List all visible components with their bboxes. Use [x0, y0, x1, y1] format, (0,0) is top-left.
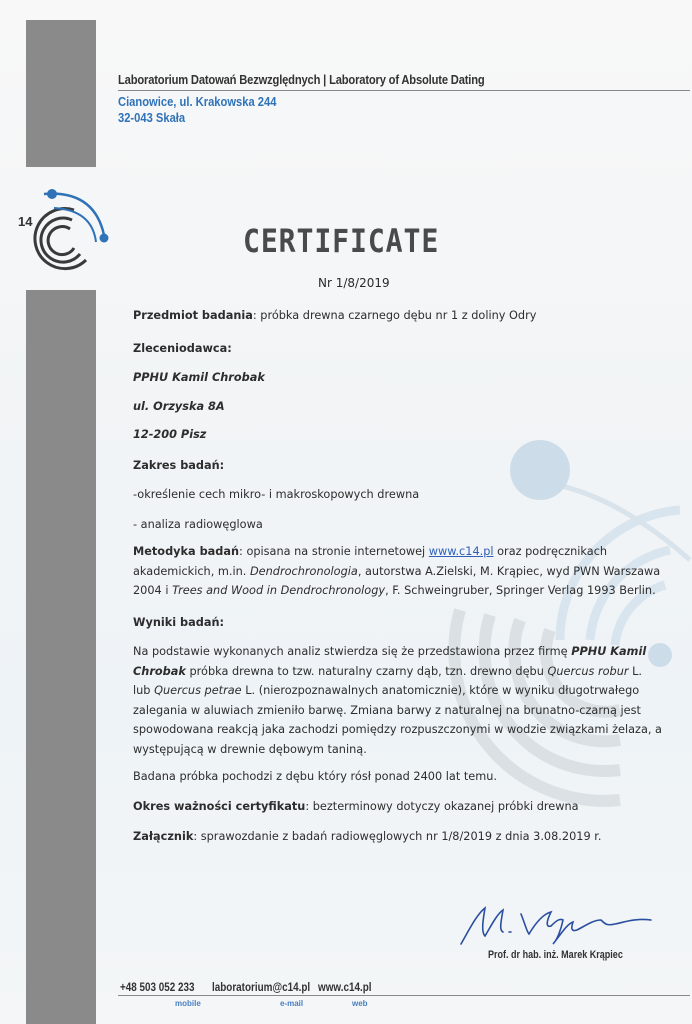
results-text: L. (nierozpoznawalnych anatomicznie), które w wyniku długotrwałego zalegania w aluwiach zmieniło barwę. Zmiana barwy z naturalnej na brunatno-czarną jest spowodowana reakcją jaka zachodzi pomiędzy rozpuszczonymi w wodzie związkami żelaza, a występującą w drewnie dębowym taniną. — [133, 684, 662, 756]
lab-name: Laboratorium Datowań Bezwzględnych | Laboratory of Absolute Dating — [118, 72, 485, 87]
results-text: próbka drewna to tzw. naturalny czarny dąb, tzn. drewno dębu — [185, 664, 548, 678]
methodology-text: , autorstwa A.Zielski, M. Krąpiec, wyd PWN Warszawa 2004 i — [133, 564, 661, 597]
c14-radiocarbon-logo-icon — [14, 180, 119, 280]
book-title: Trees and Wood in Dendrochronology — [172, 584, 386, 597]
species-name: Quercus robur — [547, 664, 629, 678]
address-line1: Cianowice, ul. Krakowska 244 — [118, 94, 277, 109]
validity-label: Okres ważności certyfikatu — [133, 799, 306, 813]
footer-phone-caption: mobile — [175, 999, 201, 1008]
handwritten-signature-icon — [455, 900, 655, 950]
results-text: Na podstawie wykonanych analiz stwierdza się że przedstawiona przez firmę — [133, 645, 572, 658]
logo-label: 14 — [18, 214, 33, 229]
methodology-paragraph — [133, 542, 663, 601]
book-title: Dendrochronologia — [249, 564, 358, 578]
validity-value: : bezterminowy dotyczy okazanej próbki drewna — [305, 799, 579, 813]
signer-name: Prof. dr hab. inż. Marek Krąpiec — [488, 949, 623, 961]
methodology-text: oraz podręcznikach akademickich, m.in. — [133, 545, 608, 578]
client-name: PPHU Kamil Chrobak — [133, 371, 265, 384]
results-paragraph — [133, 642, 663, 759]
address-line2: 32-043 Skała — [118, 110, 186, 125]
results-text: L. lub — [133, 664, 642, 697]
scope-item-1: -określenie cech mikro- i makroskopowych drewna — [133, 488, 420, 501]
species-name: Quercus petrae — [154, 684, 242, 697]
results-origin: Badana próbka pochodzi z dębu który rósł ponad 2400 lat temu. — [133, 770, 497, 783]
website-link[interactable]: www.c14.pl — [428, 545, 494, 558]
attachment-value: : sprawozdanie z badań radiowęglowych nr 1/8/2019 z dnia 3.08.2019 r. — [193, 830, 602, 843]
certificate-title: CERTIFICATE — [243, 222, 440, 260]
footer-web-caption: web — [352, 999, 368, 1008]
certificate-body — [133, 306, 663, 847]
attachment-line — [133, 827, 663, 847]
scope-item-2: - analiza radiowęglowa — [133, 517, 263, 531]
footer-divider — [118, 995, 690, 996]
methodology-text: : opisana na stronie internetowej — [239, 545, 429, 558]
footer-email-caption: e-mail — [280, 999, 304, 1008]
decorative-side-bar-bottom — [26, 290, 96, 1024]
results-label: Wyniki badań: — [133, 615, 225, 629]
footer-phone: +48 503 052 233 — [120, 982, 195, 994]
subject-line — [133, 306, 663, 326]
scope-label: Zakres badań: — [133, 458, 225, 472]
footer-email[interactable]: laboratorium@c14.pl — [212, 982, 311, 994]
header-divider — [118, 90, 690, 91]
client-street: ul. Orzyska 8A — [133, 399, 225, 413]
subject-value: : próbka drewna czarnego dębu nr 1 z doliny Odry — [252, 309, 537, 322]
certificate-number: Nr 1/8/2019 — [318, 276, 390, 290]
decorative-side-bar-top — [26, 20, 96, 167]
results-company: PPHU Kamil Chrobak — [133, 645, 647, 678]
validity-line — [133, 797, 663, 817]
footer-website[interactable]: www.c14.pl — [318, 982, 372, 994]
client-label: Zleceniodawca: — [133, 341, 232, 355]
methodology-label: Metodyka badań — [133, 545, 240, 558]
client-city: 12-200 Pisz — [133, 428, 207, 441]
attachment-label: Załącznik — [133, 830, 194, 843]
methodology-text: , F. Schweingruber, Springer Verlag 1993 Berlin. — [385, 584, 656, 597]
subject-label: Przedmiot badania — [133, 309, 253, 322]
